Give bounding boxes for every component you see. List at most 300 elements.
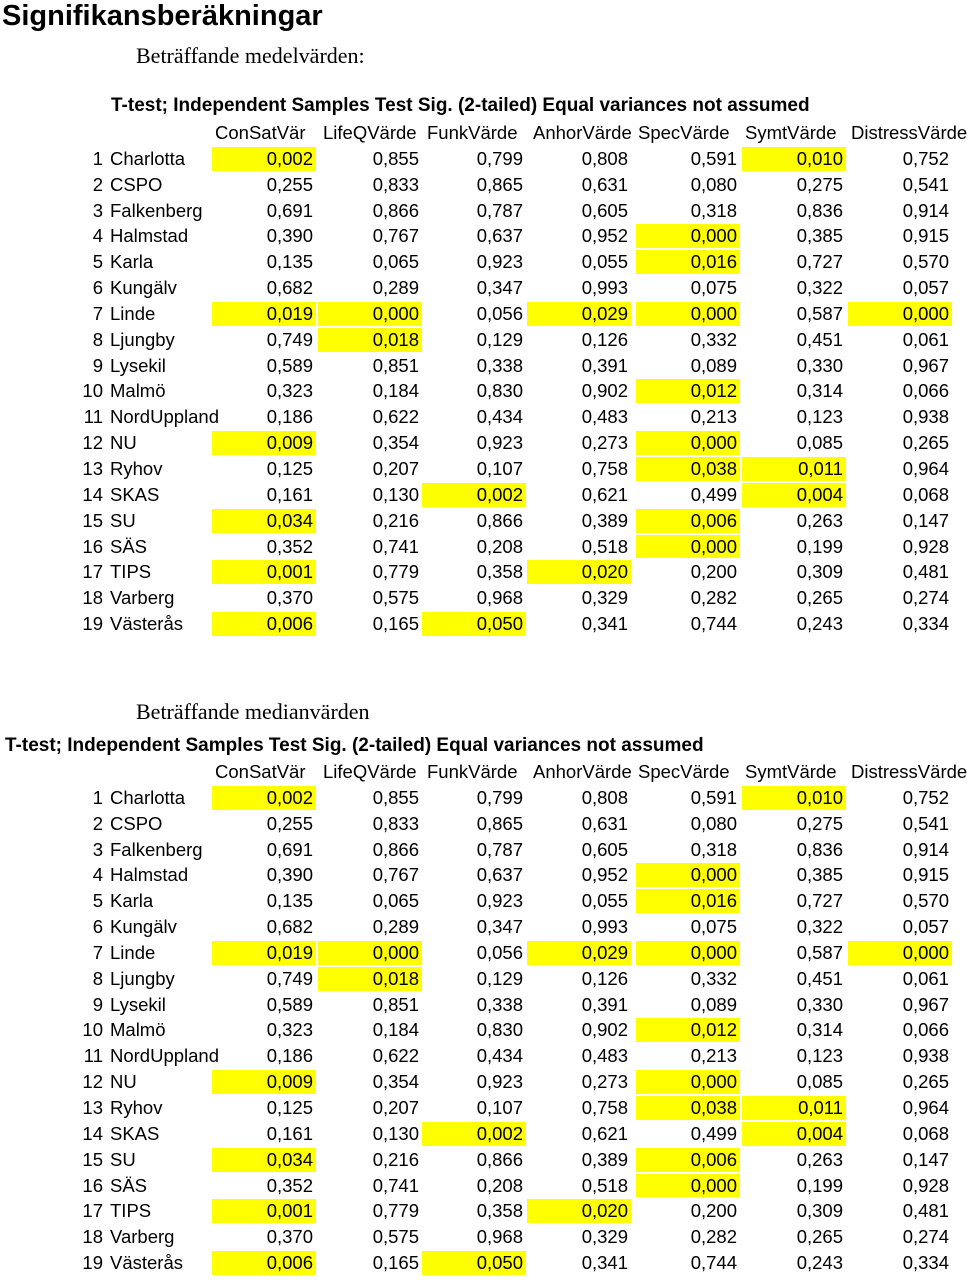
row-number: 5: [92, 251, 103, 273]
row-number: 16: [82, 535, 103, 557]
value-cell: 0,056: [476, 302, 523, 324]
value-cell: 0,125: [266, 1096, 313, 1118]
value-cell: 0,186: [266, 406, 313, 428]
value-cell: 0,570: [902, 890, 949, 912]
value-cell: 0,329: [581, 587, 628, 609]
significant-value-cell: 0,000: [636, 1070, 740, 1094]
value-cell: 0,255: [266, 812, 313, 834]
significant-value-cell: 0,050: [422, 612, 526, 636]
row-unit-name: Varberg: [110, 1226, 175, 1248]
value-cell: 0,207: [372, 457, 419, 479]
significant-value-cell: 0,016: [636, 250, 740, 274]
value-cell: 0,161: [266, 1122, 313, 1144]
table-row: [0, 327, 960, 353]
table-row: [0, 146, 960, 172]
value-cell: 0,289: [372, 916, 419, 938]
significant-value-cell: 0,000: [636, 863, 740, 887]
significant-value-cell: 0,010: [742, 786, 846, 810]
table-row: [0, 1121, 960, 1147]
column-header: SymtVärde: [745, 761, 837, 782]
value-cell: 0,130: [372, 483, 419, 505]
row-unit-name: Malmö: [110, 1019, 166, 1041]
column-header: DistressVärde: [851, 122, 967, 143]
value-cell: 0,216: [372, 509, 419, 531]
row-unit-name: Ryhov: [110, 1096, 163, 1118]
significant-value-cell: 0,000: [636, 941, 740, 965]
value-cell: 0,184: [372, 1019, 419, 1041]
significant-value-cell: 0,002: [422, 1122, 526, 1146]
value-cell: 0,499: [690, 1122, 737, 1144]
value-cell: 0,332: [690, 967, 737, 989]
column-header: LifeQVärde: [323, 761, 417, 782]
value-cell: 0,318: [690, 199, 737, 221]
significant-value-cell: 0,006: [212, 612, 316, 636]
value-cell: 0,967: [902, 993, 949, 1015]
value-cell: 0,830: [476, 1019, 523, 1041]
row-number: 11: [83, 406, 103, 428]
value-cell: 0,637: [476, 225, 523, 247]
row-unit-name: Karla: [110, 890, 154, 912]
value-cell: 0,186: [266, 1045, 313, 1067]
section-caption-mean: T-test; Independent Samples Test Sig. (2-tailed) Equal variances not assumed: [111, 95, 810, 116]
row-unit-name: SÄS: [110, 1174, 148, 1196]
value-cell: 0,851: [372, 993, 419, 1015]
table-row: [0, 992, 960, 1018]
row-number: 1: [92, 147, 103, 169]
value-cell: 0,370: [266, 1226, 313, 1248]
value-cell: 0,993: [581, 916, 628, 938]
value-cell: 0,129: [476, 967, 523, 989]
row-unit-name: Lysekil: [110, 993, 166, 1015]
row-number: 8: [92, 328, 103, 350]
row-unit-name: Halmstad: [110, 225, 189, 247]
row-unit-name: Kungälv: [110, 916, 177, 938]
value-cell: 0,323: [266, 380, 313, 402]
row-unit-name: Falkenberg: [110, 199, 203, 221]
column-header: FunkVärde: [427, 761, 518, 782]
column-header: SymtVärde: [745, 122, 837, 143]
value-cell: 0,591: [690, 147, 737, 169]
value-cell: 0,282: [690, 1226, 737, 1248]
value-cell: 0,749: [266, 967, 313, 989]
value-cell: 0,334: [902, 613, 949, 635]
value-cell: 0,836: [796, 199, 843, 221]
table-row: [0, 1069, 960, 1095]
table-row: [0, 508, 960, 534]
value-cell: 0,129: [476, 328, 523, 350]
value-cell: 0,130: [372, 1122, 419, 1144]
row-unit-name: Västerås: [110, 1252, 184, 1274]
row-number: 4: [92, 225, 103, 247]
value-cell: 0,587: [796, 941, 843, 963]
significant-value-cell: 0,034: [212, 509, 316, 533]
table-row: [0, 611, 960, 637]
value-cell: 0,836: [796, 838, 843, 860]
section-subtitle-mean: Beträffande medelvärden:: [136, 43, 365, 68]
value-cell: 0,390: [266, 864, 313, 886]
value-cell: 0,391: [581, 993, 628, 1015]
value-cell: 0,358: [476, 561, 523, 583]
value-cell: 0,341: [581, 1252, 628, 1274]
row-number: 18: [82, 1226, 103, 1248]
row-number: 8: [92, 967, 103, 989]
row-unit-name: Linde: [110, 302, 156, 324]
value-cell: 0,123: [796, 1045, 843, 1067]
value-cell: 0,318: [690, 838, 737, 860]
row-unit-name: Ryhov: [110, 457, 163, 479]
value-cell: 0,243: [796, 1252, 843, 1274]
value-cell: 0,902: [581, 1019, 628, 1041]
significant-value-cell: 0,000: [636, 302, 740, 326]
table-row: [0, 559, 960, 585]
value-cell: 0,631: [581, 173, 628, 195]
row-number: 4: [92, 864, 103, 886]
row-number: 19: [82, 1252, 103, 1274]
value-cell: 0,147: [902, 509, 949, 531]
row-number: 6: [92, 277, 103, 299]
value-cell: 0,385: [796, 225, 843, 247]
value-cell: 0,915: [902, 864, 949, 886]
row-number: 3: [92, 199, 103, 221]
value-cell: 0,147: [902, 1148, 949, 1170]
table-row: [0, 198, 960, 224]
value-cell: 0,066: [902, 1019, 949, 1041]
value-cell: 0,065: [372, 890, 419, 912]
value-cell: 0,389: [581, 509, 628, 531]
value-cell: 0,605: [581, 199, 628, 221]
significant-value-cell: 0,000: [848, 302, 952, 326]
value-cell: 0,165: [372, 1252, 419, 1274]
table-row: [0, 404, 960, 430]
value-cell: 0,216: [372, 1148, 419, 1170]
significant-value-cell: 0,002: [422, 483, 526, 507]
value-cell: 0,309: [796, 1200, 843, 1222]
value-cell: 0,057: [902, 277, 949, 299]
value-cell: 0,370: [266, 587, 313, 609]
value-cell: 0,263: [796, 509, 843, 531]
value-cell: 0,741: [372, 535, 419, 557]
significant-value-cell: 0,050: [422, 1251, 526, 1275]
row-unit-name: CSPO: [110, 812, 163, 834]
value-cell: 0,354: [372, 432, 419, 454]
value-cell: 0,923: [476, 251, 523, 273]
value-cell: 0,135: [266, 251, 313, 273]
column-header: LifeQVärde: [323, 122, 417, 143]
value-cell: 0,622: [372, 406, 419, 428]
row-number: 6: [92, 916, 103, 938]
value-cell: 0,830: [476, 380, 523, 402]
value-cell: 0,952: [581, 864, 628, 886]
table-row: [0, 1147, 960, 1173]
row-unit-name: Varberg: [110, 587, 175, 609]
value-cell: 0,902: [581, 380, 628, 402]
value-cell: 0,851: [372, 354, 419, 376]
table-row: [0, 430, 960, 456]
value-cell: 0,855: [372, 147, 419, 169]
table-row: [0, 534, 960, 560]
results-table-median: [0, 759, 967, 1276]
value-cell: 0,637: [476, 864, 523, 886]
value-cell: 0,338: [476, 354, 523, 376]
row-unit-name: CSPO: [110, 173, 163, 195]
table-row: [0, 1095, 960, 1121]
table-row: [0, 888, 960, 914]
row-unit-name: Ljungby: [110, 967, 175, 989]
value-cell: 0,866: [372, 838, 419, 860]
table-row: [0, 1224, 960, 1250]
table-row: [0, 837, 960, 863]
value-cell: 0,263: [796, 1148, 843, 1170]
value-cell: 0,799: [476, 147, 523, 169]
value-cell: 0,323: [266, 1019, 313, 1041]
value-cell: 0,968: [476, 587, 523, 609]
value-cell: 0,682: [266, 916, 313, 938]
value-cell: 0,056: [476, 941, 523, 963]
value-cell: 0,330: [796, 354, 843, 376]
significant-value-cell: 0,034: [212, 1148, 316, 1172]
value-cell: 0,434: [476, 1045, 523, 1067]
value-cell: 0,741: [372, 1174, 419, 1196]
value-cell: 0,274: [902, 587, 949, 609]
row-unit-name: Halmstad: [110, 864, 189, 886]
value-cell: 0,787: [476, 838, 523, 860]
value-cell: 0,107: [476, 1096, 523, 1118]
value-cell: 0,066: [902, 380, 949, 402]
significant-value-cell: 0,000: [318, 941, 422, 965]
value-cell: 0,265: [902, 432, 949, 454]
value-cell: 0,779: [372, 1200, 419, 1222]
significant-value-cell: 0,000: [636, 535, 740, 559]
significant-value-cell: 0,000: [848, 941, 952, 965]
significant-value-cell: 0,009: [212, 1070, 316, 1094]
value-cell: 0,354: [372, 1071, 419, 1093]
value-cell: 0,390: [266, 225, 313, 247]
value-cell: 0,928: [902, 535, 949, 557]
value-cell: 0,123: [796, 406, 843, 428]
value-cell: 0,434: [476, 406, 523, 428]
row-number: 15: [82, 509, 103, 531]
value-cell: 0,938: [902, 1045, 949, 1067]
significant-value-cell: 0,006: [212, 1251, 316, 1275]
value-cell: 0,968: [476, 1226, 523, 1248]
value-cell: 0,923: [476, 890, 523, 912]
value-cell: 0,085: [796, 432, 843, 454]
significant-value-cell: 0,001: [212, 1199, 316, 1223]
significant-value-cell: 0,018: [318, 967, 422, 991]
value-cell: 0,682: [266, 277, 313, 299]
value-cell: 0,274: [902, 1226, 949, 1248]
section-caption-median: T-test; Independent Samples Test Sig. (2-tailed) Equal variances not assumed: [5, 735, 704, 756]
value-cell: 0,161: [266, 483, 313, 505]
row-unit-name: Karla: [110, 251, 154, 273]
table-row: [0, 275, 960, 301]
significant-value-cell: 0,012: [636, 1018, 740, 1042]
value-cell: 0,265: [902, 1071, 949, 1093]
value-cell: 0,483: [581, 1045, 628, 1067]
value-cell: 0,691: [266, 199, 313, 221]
value-cell: 0,621: [581, 1122, 628, 1144]
value-cell: 0,622: [372, 1045, 419, 1067]
value-cell: 0,322: [796, 277, 843, 299]
value-cell: 0,208: [476, 1174, 523, 1196]
value-cell: 0,330: [796, 993, 843, 1015]
value-cell: 0,952: [581, 225, 628, 247]
row-number: 2: [92, 173, 103, 195]
value-cell: 0,309: [796, 561, 843, 583]
row-number: 13: [82, 1096, 103, 1118]
row-number: 10: [82, 1019, 103, 1041]
value-cell: 0,126: [581, 328, 628, 350]
column-header: SpecVärde: [638, 122, 730, 143]
row-number: 18: [82, 587, 103, 609]
significant-value-cell: 0,020: [527, 560, 631, 584]
table-row: [0, 482, 960, 508]
row-number: 2: [92, 812, 103, 834]
value-cell: 0,135: [266, 890, 313, 912]
significant-value-cell: 0,012: [636, 379, 740, 403]
table-row: [0, 1198, 960, 1224]
value-cell: 0,518: [581, 535, 628, 557]
row-number: 14: [82, 483, 103, 505]
value-cell: 0,080: [690, 812, 737, 834]
table-row: [0, 585, 960, 611]
value-cell: 0,808: [581, 147, 628, 169]
significant-value-cell: 0,019: [212, 302, 316, 326]
value-cell: 0,779: [372, 561, 419, 583]
value-cell: 0,541: [902, 173, 949, 195]
value-cell: 0,758: [581, 1096, 628, 1118]
significant-value-cell: 0,011: [742, 457, 846, 481]
column-header: FunkVärde: [427, 122, 518, 143]
row-number: 12: [82, 1071, 103, 1093]
row-unit-name: SU: [110, 509, 136, 531]
value-cell: 0,125: [266, 457, 313, 479]
row-unit-name: Linde: [110, 941, 156, 963]
value-cell: 0,993: [581, 277, 628, 299]
value-cell: 0,833: [372, 173, 419, 195]
value-cell: 0,075: [690, 916, 737, 938]
value-cell: 0,208: [476, 535, 523, 557]
value-cell: 0,243: [796, 613, 843, 635]
table-row: [0, 914, 960, 940]
value-cell: 0,575: [372, 1226, 419, 1248]
row-unit-name: SU: [110, 1148, 136, 1170]
significant-value-cell: 0,002: [212, 147, 316, 171]
value-cell: 0,352: [266, 1174, 313, 1196]
value-cell: 0,451: [796, 967, 843, 989]
row-unit-name: TIPS: [110, 561, 152, 583]
row-number: 5: [92, 890, 103, 912]
significant-value-cell: 0,011: [742, 1096, 846, 1120]
value-cell: 0,591: [690, 786, 737, 808]
value-cell: 0,061: [902, 328, 949, 350]
value-cell: 0,589: [266, 354, 313, 376]
row-unit-name: Lysekil: [110, 354, 166, 376]
value-cell: 0,332: [690, 328, 737, 350]
value-cell: 0,518: [581, 1174, 628, 1196]
value-cell: 0,273: [581, 1071, 628, 1093]
value-cell: 0,057: [902, 916, 949, 938]
table-row: [0, 456, 960, 482]
row-unit-name: Västerås: [110, 613, 184, 635]
table-row: [0, 1173, 960, 1199]
significant-value-cell: 0,010: [742, 147, 846, 171]
value-cell: 0,799: [476, 786, 523, 808]
table-row: [0, 249, 960, 275]
row-number: 17: [82, 1200, 103, 1222]
column-header: AnhorVärde: [533, 761, 632, 782]
row-number: 7: [92, 941, 103, 963]
value-cell: 0,213: [690, 1045, 737, 1067]
significant-value-cell: 0,000: [636, 224, 740, 248]
table-row: [0, 785, 960, 811]
value-cell: 0,866: [476, 509, 523, 531]
value-cell: 0,938: [902, 406, 949, 428]
section-subtitle-median: Beträffande medianvärden: [136, 699, 370, 724]
value-cell: 0,207: [372, 1096, 419, 1118]
column-header: SpecVärde: [638, 761, 730, 782]
value-cell: 0,605: [581, 838, 628, 860]
value-cell: 0,352: [266, 535, 313, 557]
value-cell: 0,275: [796, 173, 843, 195]
value-cell: 0,165: [372, 613, 419, 635]
value-cell: 0,499: [690, 483, 737, 505]
value-cell: 0,358: [476, 1200, 523, 1222]
value-cell: 0,865: [476, 812, 523, 834]
value-cell: 0,068: [902, 1122, 949, 1144]
row-unit-name: SKAS: [110, 1122, 160, 1144]
value-cell: 0,587: [796, 302, 843, 324]
value-cell: 0,265: [796, 587, 843, 609]
value-cell: 0,334: [902, 1252, 949, 1274]
table-row: [0, 940, 960, 966]
significant-value-cell: 0,018: [318, 328, 422, 352]
value-cell: 0,199: [796, 535, 843, 557]
significant-value-cell: 0,029: [527, 941, 631, 965]
row-number: 3: [92, 838, 103, 860]
row-number: 15: [82, 1148, 103, 1170]
table-row: [0, 811, 960, 837]
significant-value-cell: 0,000: [636, 1174, 740, 1198]
value-cell: 0,282: [690, 587, 737, 609]
value-cell: 0,914: [902, 199, 949, 221]
row-number: 19: [82, 613, 103, 635]
value-cell: 0,200: [690, 561, 737, 583]
value-cell: 0,752: [902, 147, 949, 169]
value-cell: 0,915: [902, 225, 949, 247]
value-cell: 0,964: [902, 1096, 949, 1118]
table-row: [0, 378, 960, 404]
value-cell: 0,089: [690, 993, 737, 1015]
row-number: 12: [82, 432, 103, 454]
value-cell: 0,451: [796, 328, 843, 350]
results-table-mean: [0, 120, 967, 637]
row-number: 17: [82, 561, 103, 583]
significant-value-cell: 0,004: [742, 483, 846, 507]
table-row: [0, 1043, 960, 1069]
significant-value-cell: 0,001: [212, 560, 316, 584]
value-cell: 0,314: [796, 380, 843, 402]
value-cell: 0,964: [902, 457, 949, 479]
table-row: [0, 862, 960, 888]
row-unit-name: SÄS: [110, 535, 148, 557]
value-cell: 0,338: [476, 993, 523, 1015]
value-cell: 0,749: [266, 328, 313, 350]
value-cell: 0,255: [266, 173, 313, 195]
row-unit-name: NordUppland: [110, 406, 220, 428]
row-unit-name: SKAS: [110, 483, 160, 505]
value-cell: 0,289: [372, 277, 419, 299]
